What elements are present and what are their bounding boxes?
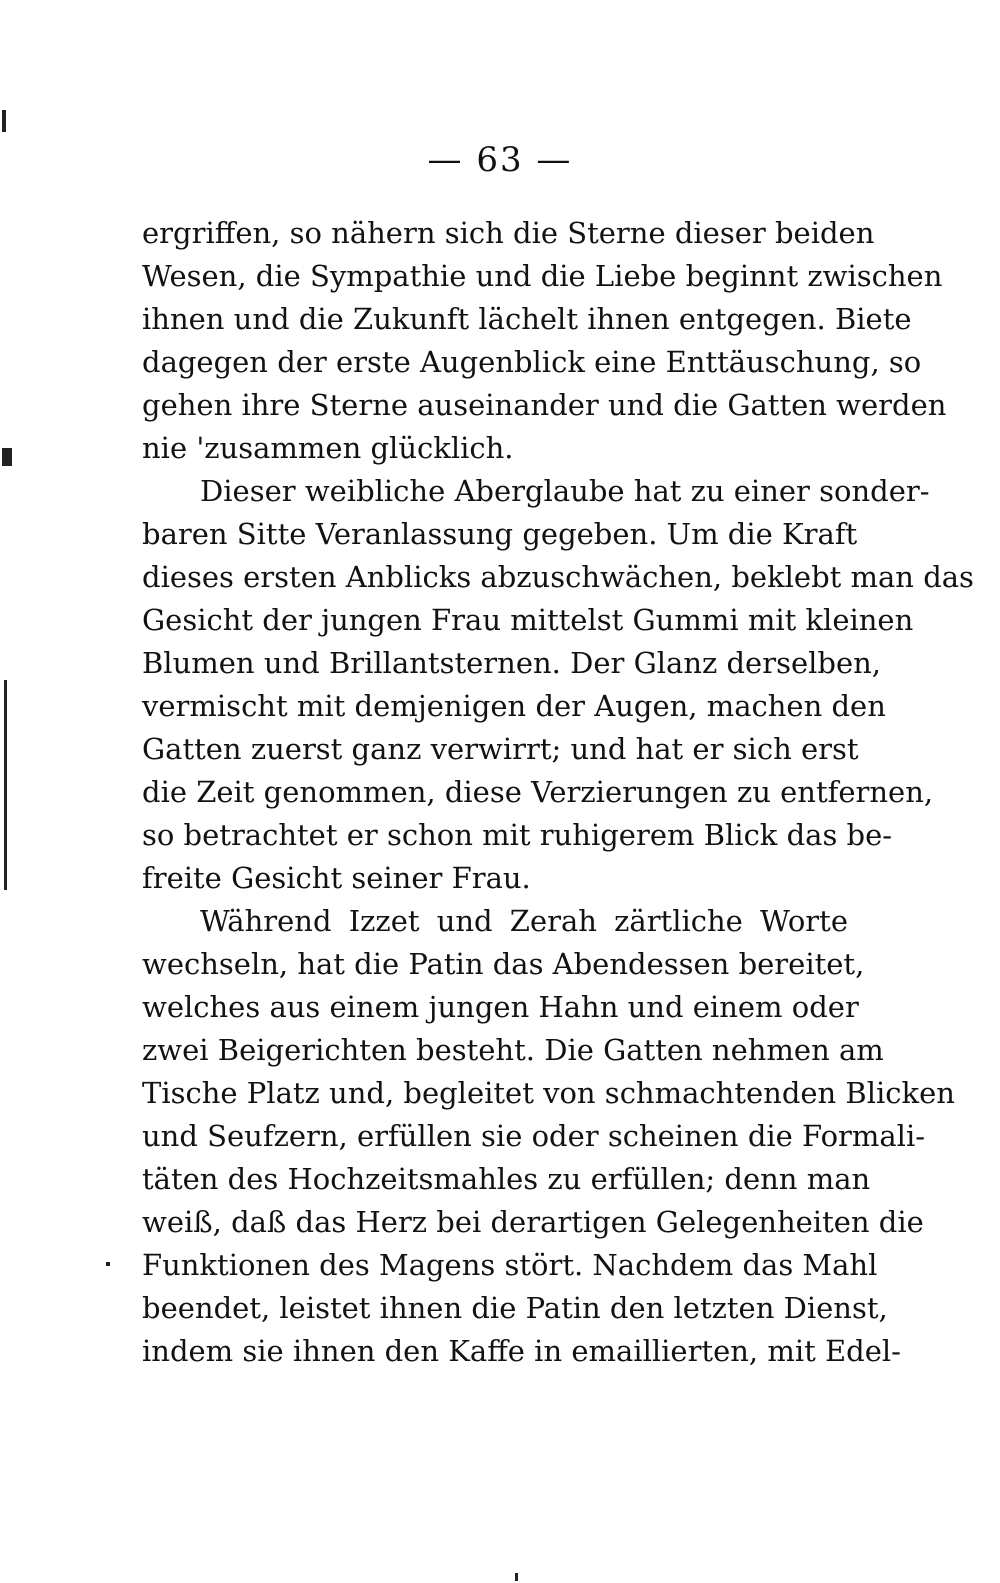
text-line: Funktionen des Magens stört. Nachdem das Mahl [142, 1248, 878, 1282]
scan-artifact [4, 680, 7, 890]
scan-artifact [106, 1262, 110, 1266]
text-line: so betrachtet er schon mit ruhigerem Blick das be- [142, 818, 893, 852]
text-line: dagegen der erste Augenblick eine Enttäuschung, so [142, 345, 922, 379]
text-line: weiß, daß das Herz bei derartigen Gelegenheiten die [142, 1205, 924, 1239]
text-line: gehen ihre Sterne auseinander und die Gatten werden [142, 388, 947, 422]
text-line: vermischt mit demjenigen der Augen, machen den [142, 689, 886, 723]
scan-artifact [515, 1573, 518, 1581]
text-line: Gesicht der jungen Frau mittelst Gummi mit kleinen [142, 603, 914, 637]
text-line: Gatten zuerst ganz verwirrt; und hat er sich erst [142, 732, 859, 766]
text-line: Während Izzet und Zerah zärtliche Worte [200, 904, 848, 938]
text-line: ihnen und die Zukunft lächelt ihnen entgegen. Biete [142, 302, 912, 336]
text-line: indem sie ihnen den Kaffe in emaillierten, mit Edel- [142, 1334, 901, 1368]
text-line: täten des Hochzeitsmahles zu erfüllen; denn man [142, 1162, 871, 1196]
scan-artifact [2, 448, 12, 466]
text-line: baren Sitte Veranlassung gegeben. Um die Kraft [142, 517, 858, 551]
text-line: welches aus einem jungen Hahn und einem oder [142, 990, 859, 1024]
body-text [142, 212, 974, 1373]
scan-artifact [2, 110, 6, 132]
text-line: Dieser weibliche Aberglaube hat zu einer sonder- [200, 474, 930, 508]
text-line: Tische Platz und, begleitet von schmachtenden Blicken [142, 1076, 955, 1110]
text-line: ergriffen, so nähern sich die Sterne dieser beiden [142, 216, 875, 250]
page-number: — 63 — [427, 140, 573, 180]
text-line: freite Gesicht seiner Frau. [142, 861, 531, 895]
text-line: nie 'zusammen glücklich. [142, 431, 514, 465]
text-line: Wesen, die Sympathie und die Liebe beginnt zwischen [142, 259, 943, 293]
text-line: und Seufzern, erfüllen sie oder scheinen die Formali- [142, 1119, 926, 1153]
text-line: Blumen und Brillantsternen. Der Glanz derselben, [142, 646, 882, 680]
text-line: beendet, leistet ihnen die Patin den letzten Dienst, [142, 1291, 888, 1325]
text-line: wechseln, hat die Patin das Abendessen bereitet, [142, 947, 865, 981]
text-line: zwei Beigerichten besteht. Die Gatten nehmen am [142, 1033, 884, 1067]
text-line: die Zeit genommen, diese Verzierungen zu entfernen, [142, 775, 934, 809]
text-line: dieses ersten Anblicks abzuschwächen, beklebt man das [142, 560, 974, 594]
